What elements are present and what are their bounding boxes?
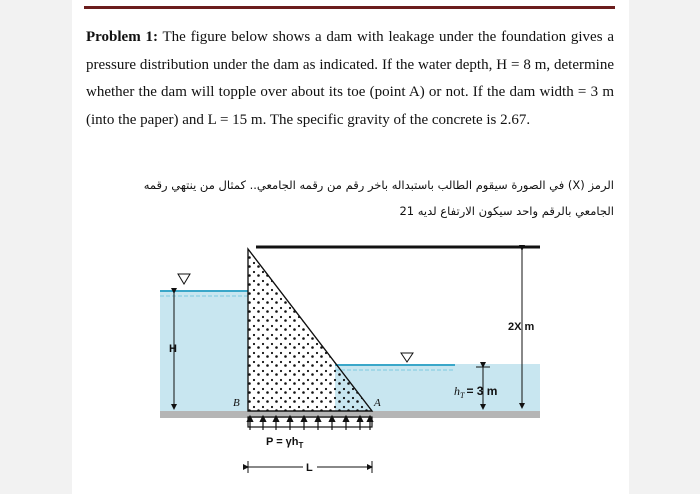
- label-2x-m: 2X m: [508, 321, 535, 333]
- label-B: B: [233, 397, 240, 409]
- label-hT: $h_T = 3$ m: [454, 384, 498, 400]
- problem-heading: Problem 1:: [86, 29, 158, 45]
- problem-body: The figure below shows a dam with leakage under the foundation gives a pressure distribution under the dam as indicated. If the water depth, H = 8 m, determine whether the dam will topple over about its toe (point A) or not. If the dam width = 3 m (into the paper) and L = 15 m. The specific gravity of the concrete is 2.67.: [86, 29, 614, 128]
- downstream-level-marker: [401, 353, 413, 362]
- label-A: A: [374, 397, 381, 409]
- label-L: L: [306, 462, 313, 474]
- label-pressure: $P = \gamma h_T$: [266, 436, 304, 450]
- upstream-level-marker: [178, 274, 190, 284]
- uplift-pressure-distribution: [248, 416, 372, 430]
- arabic-note-line-1: الرمز (X) في الصورة سيقوم الطالب باستبداله باخر رقم من رقمه الجامعي.. كمثال من ينتهي رقمه: [143, 178, 614, 192]
- label-H: H: [169, 343, 177, 355]
- arabic-note-line-2: الجامعي بالرقم واحد سيكون الارتفاع لديه 21: [399, 204, 614, 218]
